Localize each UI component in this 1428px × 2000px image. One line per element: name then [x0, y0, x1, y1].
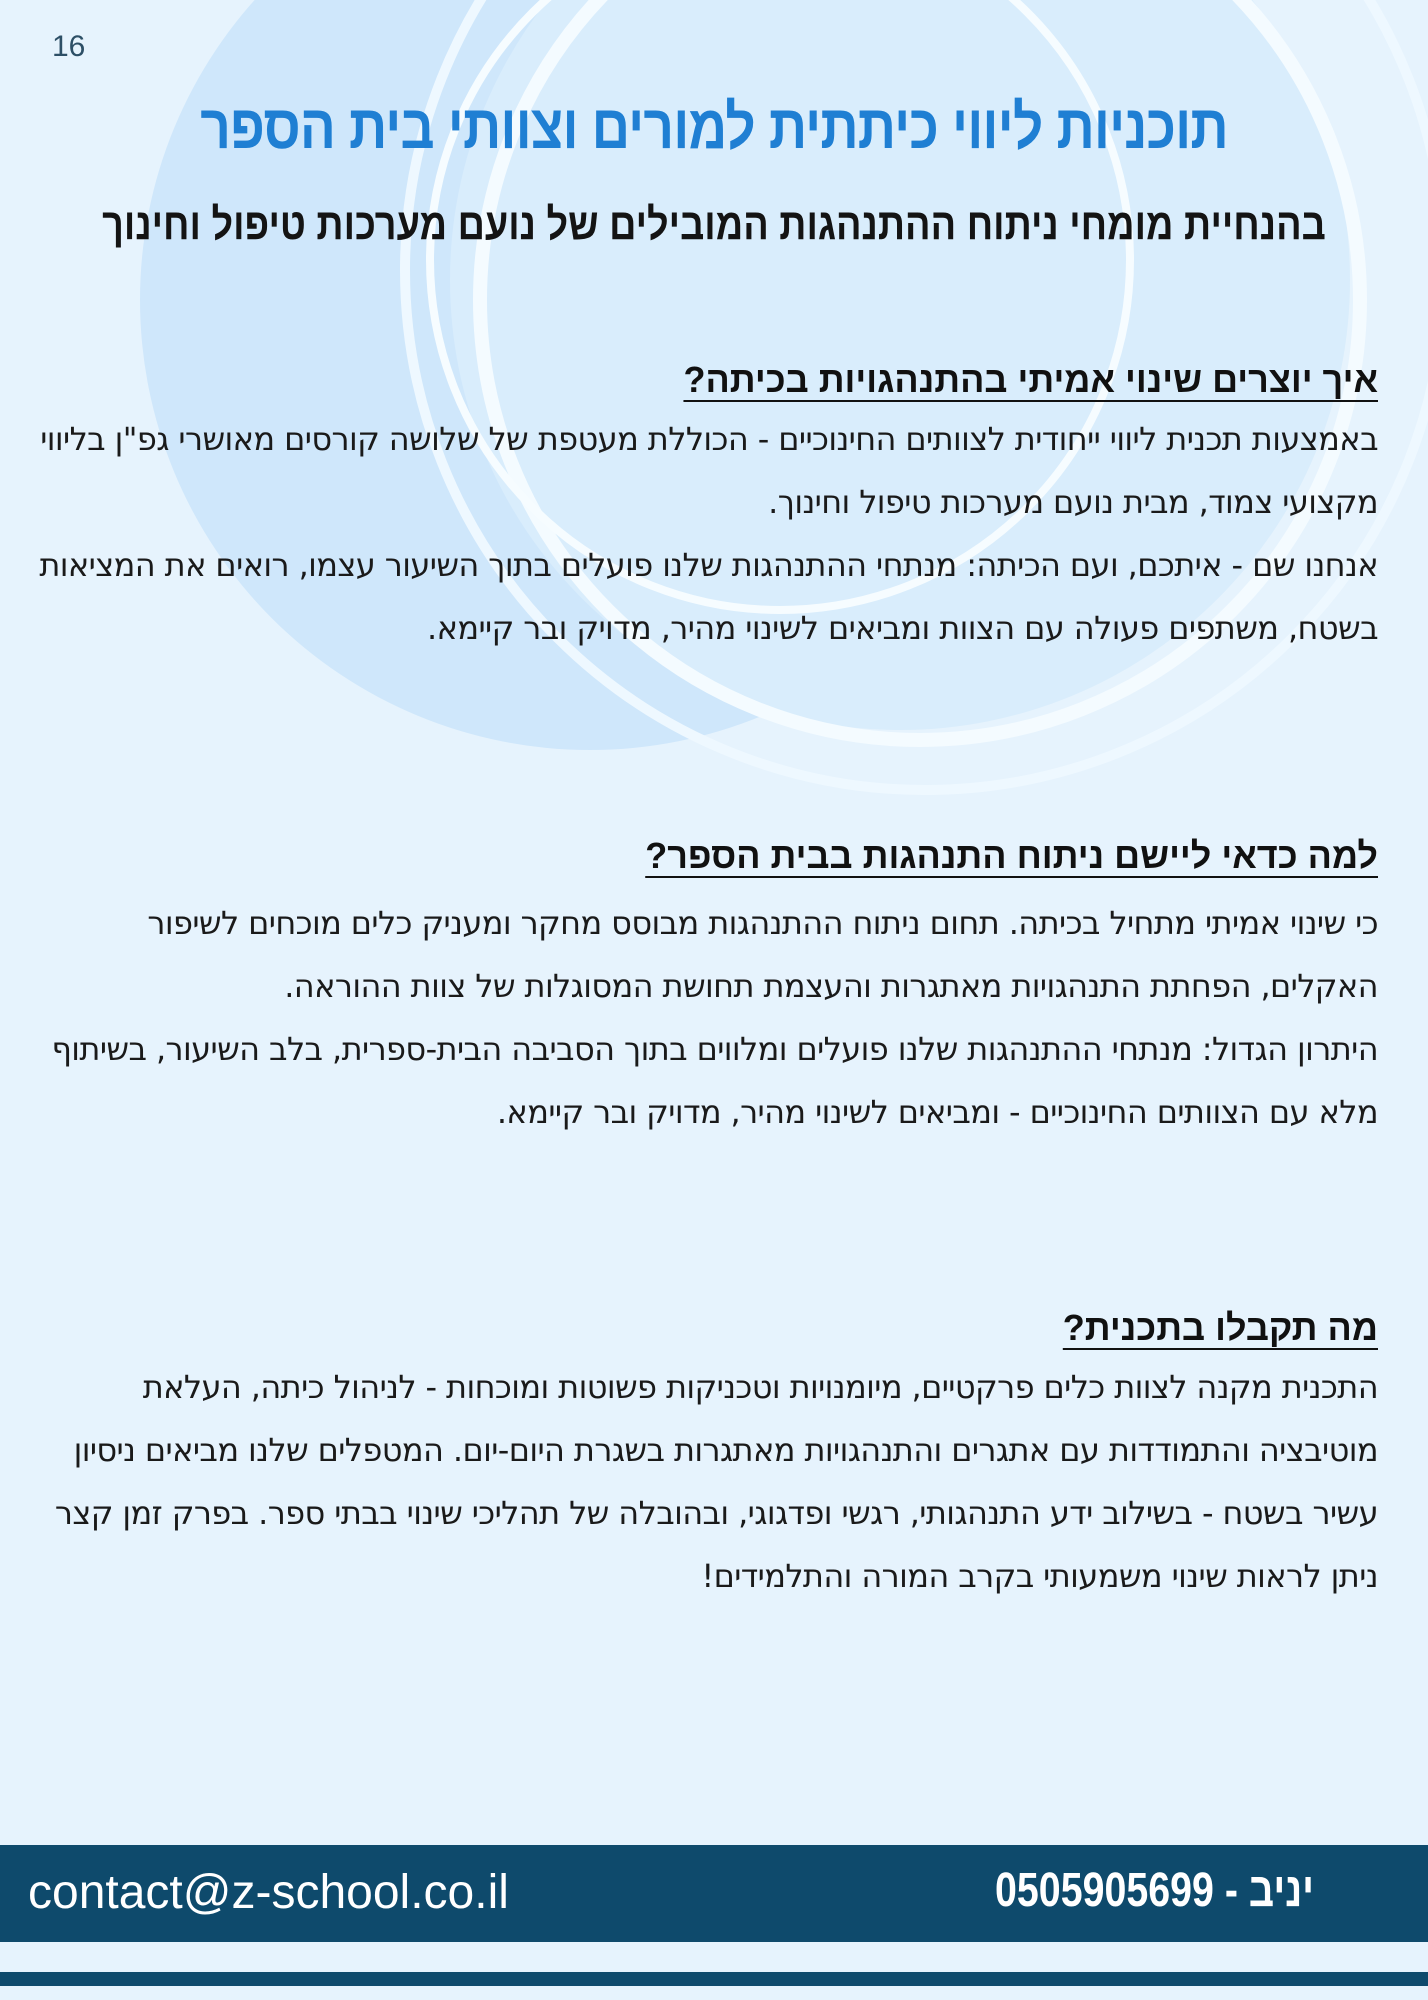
section-body: [38, 1356, 1378, 1608]
footer-bar: [0, 1845, 1428, 1942]
paragraph: כי שינוי אמיתי מתחיל בכיתה. תחום ניתוח ההתנהגות מבוסס מחקר ומעניק כלים מוכחים לשיפור האקלים, הפחתת התנהגויות מאתגרות והעצמת תחושת המסוגלות של צוות ההוראה.: [147, 904, 1378, 1005]
section-how-to-create-change: [38, 352, 1378, 660]
footer-contact-phone[interactable]: יניב - 0505905699: [994, 1864, 1314, 1917]
footer-divider: [0, 1972, 1428, 1986]
page-number: 16: [52, 30, 86, 63]
section-what-you-get: [38, 1300, 1378, 1608]
footer-email-link[interactable]: contact@z-school.co.il: [28, 1866, 509, 1919]
section-heading: איך יוצרים שינוי אמיתי בהתנהגויות בכיתה?: [683, 359, 1378, 400]
page-subtitle: בהנחיית מומחי ניתוח ההתנהגות המובילים של נועם מערכות טיפול וחינוך: [102, 200, 1326, 249]
section-body: [38, 892, 1378, 1144]
paragraph: התכנית מקנה לצוות כלים פרקטיים, מיומנויות וטכניקות פשוטות ומוכחות - לניהול כיתה, העלאת מוטיבציה והתמודדות עם אתגרים והתנהגויות מאתגרות בשגרת היום-יום. המטפלים שלנו מביאים ניסיון עשיר בשטח - בשילוב ידע התנהגותי, רגשי ופדגוגי, ובהובלה של תהליכי שינוי בבתי ספר. בפרק זמן קצר ניתן לראות שינוי משמעותי בקרב המורה והתלמידים!: [54, 1368, 1378, 1595]
paragraph: באמצעות תכנית ליווי ייחודית לצוותים החינוכיים - הכוללת מעטפת של שלושה קורסים מאושרי גפ"ן בליווי מקצועי צמוד, מבית נועם מערכות טיפול וחינוך.: [40, 420, 1378, 521]
section-why-behavior-analysis: [38, 828, 1378, 1144]
section-body: [38, 408, 1378, 660]
section-heading: מה תקבלו בתכנית?: [1062, 1307, 1378, 1348]
paragraph: היתרון הגדול: מנתחי ההתנהגות שלנו פועלים ומלווים בתוך הסביבה הבית-ספרית, בלב השיעור, בשיתוף מלא עם הצוותים החינוכיים - ומביאים לשינוי מהיר, מדויק ובר קיימא.: [51, 1030, 1378, 1131]
page-title: תוכניות ליווי כיתתית למורים וצוותי בית הספר: [200, 93, 1228, 162]
section-heading: למה כדאי ליישם ניתוח התנהגות בבית הספר?: [645, 835, 1378, 876]
paragraph: אנחנו שם - איתכם, ועם הכיתה: מנתחי ההתנהגות שלנו פועלים בתוך השיעור עצמו, רואים את המציאות בשטח, משתפים פעולה עם הצוות ומביאים לשינוי מהיר, מדויק ובר קיימא.: [39, 546, 1378, 647]
